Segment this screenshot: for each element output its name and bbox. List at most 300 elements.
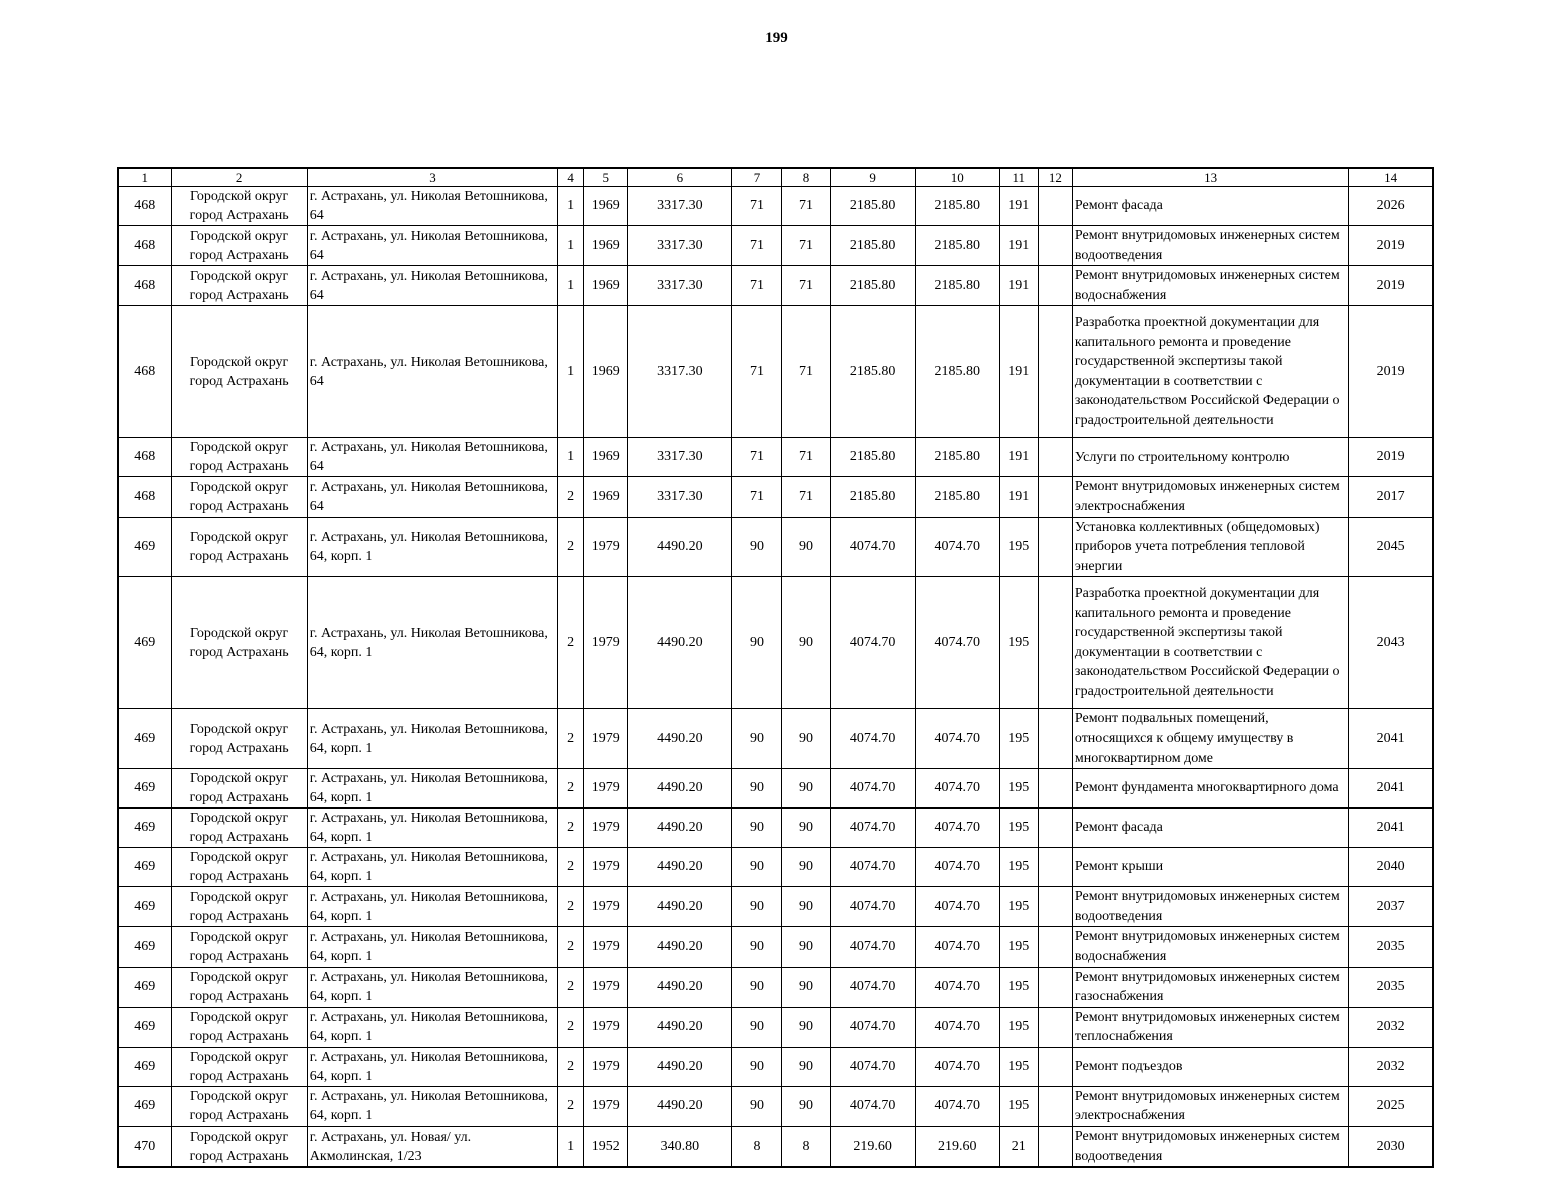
col-12-value (1038, 438, 1072, 477)
table-row (118, 1086, 1433, 1126)
table-row (118, 1127, 1433, 1168)
col-11-value: 191 (999, 226, 1038, 266)
municipality: Городской округ город Астрахань (171, 769, 307, 809)
col-10-value: 2185.80 (915, 477, 999, 517)
col-4-value: 2 (558, 517, 584, 577)
col-7-value: 90 (732, 927, 782, 967)
planned-year: 2041 (1349, 808, 1433, 848)
col-10-value: 2185.80 (915, 306, 999, 438)
col-10-value: 4074.70 (915, 1047, 999, 1086)
work-type: Ремонт внутридомовых инженерных систем электроснабжения (1072, 477, 1348, 517)
col-4-value: 2 (558, 887, 584, 927)
work-type: Ремонт внутридомовых инженерных систем газоснабжения (1072, 967, 1348, 1007)
column-number-header: 4 (558, 168, 584, 187)
col-10-value: 4074.70 (915, 709, 999, 769)
year-value: 1979 (584, 848, 628, 887)
col-8-value: 90 (782, 848, 830, 887)
address: г. Астрахань, ул. Николая Ветошникова, 64 (307, 438, 557, 477)
col-8-value: 90 (782, 709, 830, 769)
col-12-value (1038, 226, 1072, 266)
col-11-value: 195 (999, 1047, 1038, 1086)
work-type: Установка коллективных (общедомовых) приборов учета потребления тепловой энергии (1072, 517, 1348, 577)
planned-year: 2026 (1349, 187, 1433, 226)
col-11-value: 21 (999, 1127, 1038, 1168)
col-7-value: 90 (732, 887, 782, 927)
column-number-header: 10 (915, 168, 999, 187)
work-type: Ремонт фасада (1072, 187, 1348, 226)
col-11-value: 195 (999, 1086, 1038, 1126)
row-number: 469 (118, 769, 171, 809)
row-number: 468 (118, 226, 171, 266)
area-value: 3317.30 (628, 266, 732, 306)
work-type: Услуги по строительному контролю (1072, 438, 1348, 477)
planned-year: 2019 (1349, 226, 1433, 266)
row-number: 469 (118, 808, 171, 848)
municipality: Городской округ город Астрахань (171, 1007, 307, 1047)
col-7-value: 71 (732, 438, 782, 477)
address: г. Астрахань, ул. Николая Ветошникова, 64, корп. 1 (307, 808, 557, 848)
work-type: Разработка проектной документации для капитального ремонта и проведение государственной экспертизы такой документации в соответствии с законодательством Российской Федерации о градостроительной деятельности (1072, 577, 1348, 709)
planned-year: 2025 (1349, 1086, 1433, 1126)
area-value: 3317.30 (628, 187, 732, 226)
col-10-value: 4074.70 (915, 1007, 999, 1047)
col-9-value: 4074.70 (830, 1007, 915, 1047)
col-12-value (1038, 1127, 1072, 1168)
col-8-value: 90 (782, 887, 830, 927)
work-type: Ремонт крыши (1072, 848, 1348, 887)
address: г. Астрахань, ул. Новая/ ул. Акмолинская, 1/23 (307, 1127, 557, 1168)
row-number: 469 (118, 1086, 171, 1126)
col-9-value: 2185.80 (830, 477, 915, 517)
col-11-value: 195 (999, 577, 1038, 709)
col-7-value: 90 (732, 517, 782, 577)
table-row (118, 927, 1433, 967)
work-type: Ремонт внутридомовых инженерных систем электроснабжения (1072, 1086, 1348, 1126)
col-10-value: 2185.80 (915, 187, 999, 226)
row-number: 470 (118, 1127, 171, 1168)
planned-year: 2043 (1349, 577, 1433, 709)
col-9-value: 4074.70 (830, 967, 915, 1007)
col-4-value: 2 (558, 1007, 584, 1047)
address: г. Астрахань, ул. Николая Ветошникова, 64, корп. 1 (307, 927, 557, 967)
col-10-value: 4074.70 (915, 887, 999, 927)
col-9-value: 219.60 (830, 1127, 915, 1168)
planned-year: 2037 (1349, 887, 1433, 927)
row-number: 469 (118, 1047, 171, 1086)
year-value: 1979 (584, 577, 628, 709)
col-4-value: 1 (558, 306, 584, 438)
col-12-value (1038, 577, 1072, 709)
table-row (118, 848, 1433, 887)
planned-year: 2032 (1349, 1047, 1433, 1086)
address: г. Астрахань, ул. Николая Ветошникова, 64, корп. 1 (307, 967, 557, 1007)
col-7-value: 71 (732, 477, 782, 517)
page-number: 199 (765, 30, 788, 46)
planned-year: 2019 (1349, 438, 1433, 477)
col-10-value: 4074.70 (915, 927, 999, 967)
col-4-value: 2 (558, 927, 584, 967)
area-value: 4490.20 (628, 887, 732, 927)
year-value: 1969 (584, 266, 628, 306)
planned-year: 2032 (1349, 1007, 1433, 1047)
col-4-value: 2 (558, 1086, 584, 1126)
col-4-value: 2 (558, 967, 584, 1007)
col-8-value: 90 (782, 967, 830, 1007)
col-12-value (1038, 769, 1072, 809)
address: г. Астрахань, ул. Николая Ветошникова, 64, корп. 1 (307, 709, 557, 769)
address: г. Астрахань, ул. Николая Ветошникова, 64, корп. 1 (307, 577, 557, 709)
col-8-value: 90 (782, 1007, 830, 1047)
planned-year: 2017 (1349, 477, 1433, 517)
col-7-value: 90 (732, 848, 782, 887)
col-9-value: 4074.70 (830, 927, 915, 967)
col-12-value (1038, 517, 1072, 577)
col-8-value: 90 (782, 927, 830, 967)
table-row (118, 709, 1433, 769)
col-12-value (1038, 477, 1072, 517)
address: г. Астрахань, ул. Николая Ветошникова, 64, корп. 1 (307, 769, 557, 809)
col-7-value: 71 (732, 187, 782, 226)
col-4-value: 1 (558, 226, 584, 266)
col-11-value: 191 (999, 266, 1038, 306)
address: г. Астрахань, ул. Николая Ветошникова, 64, корп. 1 (307, 517, 557, 577)
col-11-value: 195 (999, 887, 1038, 927)
address: г. Астрахань, ул. Николая Ветошникова, 64, корп. 1 (307, 1007, 557, 1047)
row-number: 469 (118, 967, 171, 1007)
col-9-value: 4074.70 (830, 1047, 915, 1086)
col-8-value: 71 (782, 187, 830, 226)
area-value: 4490.20 (628, 517, 732, 577)
col-8-value: 71 (782, 266, 830, 306)
address: г. Астрахань, ул. Николая Ветошникова, 64 (307, 306, 557, 438)
capital-repair-table (117, 167, 1434, 1168)
col-11-value: 191 (999, 477, 1038, 517)
col-4-value: 2 (558, 477, 584, 517)
municipality: Городской округ город Астрахань (171, 266, 307, 306)
municipality: Городской округ город Астрахань (171, 927, 307, 967)
col-10-value: 4074.70 (915, 577, 999, 709)
table-row (118, 577, 1433, 709)
municipality: Городской округ город Астрахань (171, 1127, 307, 1168)
col-8-value: 90 (782, 1047, 830, 1086)
work-type: Ремонт фасада (1072, 808, 1348, 848)
col-7-value: 90 (732, 1086, 782, 1126)
col-7-value: 90 (732, 709, 782, 769)
col-7-value: 90 (732, 769, 782, 809)
column-number-header: 13 (1072, 168, 1348, 187)
col-11-value: 195 (999, 1007, 1038, 1047)
col-9-value: 4074.70 (830, 1086, 915, 1126)
col-12-value (1038, 187, 1072, 226)
col-7-value: 71 (732, 226, 782, 266)
col-8-value: 90 (782, 808, 830, 848)
area-value: 4490.20 (628, 927, 732, 967)
table-row (118, 226, 1433, 266)
address: г. Астрахань, ул. Николая Ветошникова, 64, корп. 1 (307, 848, 557, 887)
address: г. Астрахань, ул. Николая Ветошникова, 64 (307, 266, 557, 306)
column-number-header: 1 (118, 168, 171, 187)
col-7-value: 71 (732, 266, 782, 306)
municipality: Городской округ город Астрахань (171, 808, 307, 848)
col-9-value: 4074.70 (830, 517, 915, 577)
col-4-value: 2 (558, 709, 584, 769)
work-type: Разработка проектной документации для капитального ремонта и проведение государственной экспертизы такой документации в соответствии с законодательством Российской Федерации о градостроительной деятельности (1072, 306, 1348, 438)
year-value: 1969 (584, 477, 628, 517)
area-value: 4490.20 (628, 709, 732, 769)
work-type: Ремонт подвальных помещений, относящихся к общему имуществу в многоквартирном доме (1072, 709, 1348, 769)
row-number: 468 (118, 266, 171, 306)
col-10-value: 4074.70 (915, 1086, 999, 1126)
col-11-value: 195 (999, 769, 1038, 809)
col-12-value (1038, 848, 1072, 887)
row-number: 469 (118, 577, 171, 709)
municipality: Городской округ город Астрахань (171, 306, 307, 438)
row-number: 469 (118, 927, 171, 967)
planned-year: 2019 (1349, 306, 1433, 438)
row-number: 468 (118, 477, 171, 517)
col-12-value (1038, 306, 1072, 438)
area-value: 3317.30 (628, 477, 732, 517)
year-value: 1979 (584, 887, 628, 927)
area-value: 340.80 (628, 1127, 732, 1168)
column-number-header: 12 (1038, 168, 1072, 187)
column-number-header: 5 (584, 168, 628, 187)
col-12-value (1038, 1047, 1072, 1086)
year-value: 1979 (584, 1086, 628, 1126)
year-value: 1979 (584, 769, 628, 809)
col-8-value: 71 (782, 306, 830, 438)
column-number-header: 11 (999, 168, 1038, 187)
municipality: Городской округ город Астрахань (171, 517, 307, 577)
planned-year: 2035 (1349, 927, 1433, 967)
area-value: 4490.20 (628, 808, 732, 848)
col-8-value: 90 (782, 1086, 830, 1126)
row-number: 468 (118, 438, 171, 477)
col-11-value: 195 (999, 927, 1038, 967)
table-row (118, 266, 1433, 306)
col-7-value: 90 (732, 1047, 782, 1086)
year-value: 1979 (584, 808, 628, 848)
col-12-value (1038, 266, 1072, 306)
year-value: 1969 (584, 438, 628, 477)
planned-year: 2040 (1349, 848, 1433, 887)
planned-year: 2041 (1349, 709, 1433, 769)
col-9-value: 4074.70 (830, 887, 915, 927)
col-7-value: 8 (732, 1127, 782, 1168)
municipality: Городской округ город Астрахань (171, 577, 307, 709)
col-9-value: 4074.70 (830, 577, 915, 709)
table-row (118, 477, 1433, 517)
col-10-value: 4074.70 (915, 769, 999, 809)
row-number: 469 (118, 709, 171, 769)
address: г. Астрахань, ул. Николая Ветошникова, 64, корп. 1 (307, 1086, 557, 1126)
planned-year: 2030 (1349, 1127, 1433, 1168)
col-4-value: 2 (558, 769, 584, 809)
col-11-value: 195 (999, 517, 1038, 577)
column-number-header: 8 (782, 168, 830, 187)
year-value: 1979 (584, 967, 628, 1007)
row-number: 469 (118, 848, 171, 887)
area-value: 4490.20 (628, 1086, 732, 1126)
area-value: 4490.20 (628, 848, 732, 887)
col-12-value (1038, 709, 1072, 769)
planned-year: 2035 (1349, 967, 1433, 1007)
col-10-value: 219.60 (915, 1127, 999, 1168)
area-value: 4490.20 (628, 577, 732, 709)
work-type: Ремонт внутридомовых инженерных систем водоснабжения (1072, 927, 1348, 967)
col-12-value (1038, 967, 1072, 1007)
col-9-value: 4074.70 (830, 709, 915, 769)
column-number-header: 9 (830, 168, 915, 187)
col-4-value: 1 (558, 438, 584, 477)
area-value: 3317.30 (628, 306, 732, 438)
planned-year: 2045 (1349, 517, 1433, 577)
area-value: 4490.20 (628, 1007, 732, 1047)
col-11-value: 195 (999, 848, 1038, 887)
table-row (118, 808, 1433, 848)
col-9-value: 2185.80 (830, 226, 915, 266)
municipality: Городской округ город Астрахань (171, 709, 307, 769)
area-value: 3317.30 (628, 438, 732, 477)
col-7-value: 71 (732, 306, 782, 438)
col-8-value: 71 (782, 477, 830, 517)
column-number-header: 14 (1349, 168, 1433, 187)
row-number: 468 (118, 306, 171, 438)
address: г. Астрахань, ул. Николая Ветошникова, 64 (307, 477, 557, 517)
col-12-value (1038, 808, 1072, 848)
work-type: Ремонт внутридомовых инженерных систем водоотведения (1072, 887, 1348, 927)
col-10-value: 4074.70 (915, 808, 999, 848)
col-8-value: 71 (782, 226, 830, 266)
municipality: Городской округ город Астрахань (171, 887, 307, 927)
area-value: 4490.20 (628, 967, 732, 1007)
col-4-value: 2 (558, 808, 584, 848)
table-row (118, 1047, 1433, 1086)
table-row (118, 438, 1433, 477)
work-type: Ремонт подъездов (1072, 1047, 1348, 1086)
address: г. Астрахань, ул. Николая Ветошникова, 64 (307, 187, 557, 226)
municipality: Городской округ город Астрахань (171, 438, 307, 477)
col-12-value (1038, 1086, 1072, 1126)
work-type: Ремонт внутридомовых инженерных систем водоснабжения (1072, 266, 1348, 306)
col-9-value: 4074.70 (830, 808, 915, 848)
year-value: 1979 (584, 1047, 628, 1086)
col-9-value: 2185.80 (830, 306, 915, 438)
year-value: 1969 (584, 306, 628, 438)
col-11-value: 195 (999, 808, 1038, 848)
col-8-value: 90 (782, 577, 830, 709)
col-9-value: 2185.80 (830, 438, 915, 477)
col-11-value: 191 (999, 438, 1038, 477)
col-9-value: 2185.80 (830, 187, 915, 226)
col-10-value: 2185.80 (915, 266, 999, 306)
table-row (118, 187, 1433, 226)
municipality: Городской округ город Астрахань (171, 1047, 307, 1086)
col-4-value: 1 (558, 187, 584, 226)
row-number: 469 (118, 1007, 171, 1047)
col-10-value: 4074.70 (915, 517, 999, 577)
col-4-value: 2 (558, 577, 584, 709)
table-row (118, 769, 1433, 809)
col-7-value: 90 (732, 808, 782, 848)
year-value: 1979 (584, 927, 628, 967)
planned-year: 2019 (1349, 266, 1433, 306)
col-11-value: 191 (999, 306, 1038, 438)
column-number-header: 3 (307, 168, 557, 187)
municipality: Городской округ город Астрахань (171, 187, 307, 226)
col-9-value: 4074.70 (830, 769, 915, 809)
address: г. Астрахань, ул. Николая Ветошникова, 64 (307, 226, 557, 266)
col-11-value: 195 (999, 709, 1038, 769)
col-11-value: 191 (999, 187, 1038, 226)
year-value: 1979 (584, 709, 628, 769)
column-number-header: 2 (171, 168, 307, 187)
col-8-value: 8 (782, 1127, 830, 1168)
col-7-value: 90 (732, 1007, 782, 1047)
col-7-value: 90 (732, 577, 782, 709)
year-value: 1979 (584, 1007, 628, 1047)
table-body (118, 187, 1433, 1168)
table-row (118, 1007, 1433, 1047)
area-value: 4490.20 (628, 1047, 732, 1086)
municipality: Городской округ город Астрахань (171, 226, 307, 266)
col-8-value: 90 (782, 769, 830, 809)
table-row (118, 967, 1433, 1007)
col-4-value: 1 (558, 266, 584, 306)
col-9-value: 2185.80 (830, 266, 915, 306)
year-value: 1979 (584, 517, 628, 577)
area-value: 3317.30 (628, 226, 732, 266)
column-number-header: 6 (628, 168, 732, 187)
table-row (118, 306, 1433, 438)
municipality: Городской округ город Астрахань (171, 848, 307, 887)
address: г. Астрахань, ул. Николая Ветошникова, 64, корп. 1 (307, 887, 557, 927)
row-number: 468 (118, 187, 171, 226)
year-value: 1969 (584, 187, 628, 226)
col-9-value: 4074.70 (830, 848, 915, 887)
col-12-value (1038, 887, 1072, 927)
col-10-value: 2185.80 (915, 226, 999, 266)
column-number-row (118, 168, 1433, 187)
address: г. Астрахань, ул. Николая Ветошникова, 64, корп. 1 (307, 1047, 557, 1086)
col-10-value: 4074.70 (915, 967, 999, 1007)
col-12-value (1038, 927, 1072, 967)
work-type: Ремонт внутридомовых инженерных систем водоотведения (1072, 1127, 1348, 1168)
col-10-value: 2185.80 (915, 438, 999, 477)
planned-year: 2041 (1349, 769, 1433, 809)
col-12-value (1038, 1007, 1072, 1047)
municipality: Городской округ город Астрахань (171, 1086, 307, 1126)
row-number: 469 (118, 517, 171, 577)
col-8-value: 71 (782, 438, 830, 477)
area-value: 4490.20 (628, 769, 732, 809)
year-value: 1952 (584, 1127, 628, 1168)
work-type: Ремонт внутридомовых инженерных систем водоотведения (1072, 226, 1348, 266)
year-value: 1969 (584, 226, 628, 266)
col-4-value: 1 (558, 1127, 584, 1168)
work-type: Ремонт фундамента многоквартирного дома (1072, 769, 1348, 809)
column-number-header: 7 (732, 168, 782, 187)
table-row (118, 517, 1433, 577)
col-4-value: 2 (558, 1047, 584, 1086)
col-4-value: 2 (558, 848, 584, 887)
col-10-value: 4074.70 (915, 848, 999, 887)
row-number: 469 (118, 887, 171, 927)
table-row (118, 887, 1433, 927)
col-11-value: 195 (999, 967, 1038, 1007)
work-type: Ремонт внутридомовых инженерных систем теплоснабжения (1072, 1007, 1348, 1047)
col-7-value: 90 (732, 967, 782, 1007)
